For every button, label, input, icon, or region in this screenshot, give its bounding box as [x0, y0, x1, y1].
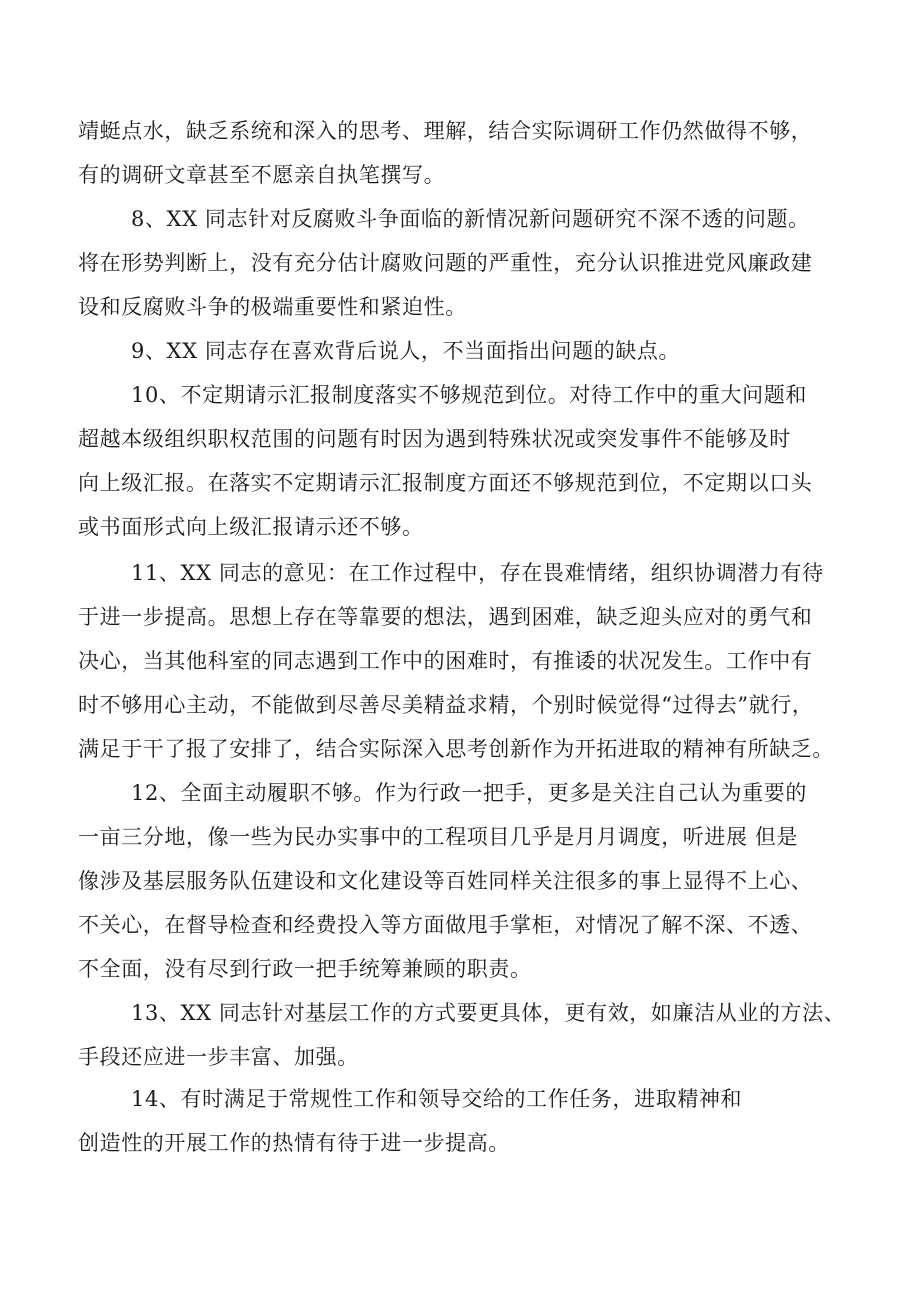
text-line: 设和反腐败斗争的极端重要性和紧迫性。 [78, 295, 467, 319]
text-line: 将在形势判断上，没有充分估计腐败问题的严重性，充分认识推进党风廉政建 [78, 251, 813, 275]
text-line: 于进一步提高。思想上存在等靠要的想法，遇到困难，缺乏迎头应对的勇气和 [78, 605, 813, 629]
text-line: 手段还应进一步丰富、加强。 [78, 1045, 359, 1069]
text-line: 决心，当其他科室的同志遇到工作中的困难时，有推诿的状况发生。工作中有 [78, 649, 813, 673]
paragraph-10-first-line: 10、不定期请示汇报制度落实不够规范到位。对待工作中的重大问题和 [131, 383, 807, 407]
text-line: 向上级汇报。在落实不定期请示汇报制度方面还不够规范到位，不定期以口头 [78, 471, 813, 495]
paragraph-8-first-line: 8、XX 同志针对反腐败斗争面临的新情况新问题研究不深不透的问题。 [131, 207, 810, 231]
text-line: 一亩三分地，像一些为民办实事中的工程项目几乎是月月调度，听进展 但是 [78, 825, 799, 849]
paragraph-11-first-line: 11、XX 同志的意见：在工作过程中，存在畏难情绪，组织协调潜力有待 [131, 561, 824, 585]
text-line: 像涉及基层服务队伍建设和文化建设等百姓同样关注很多的事上显得不上心、 [78, 869, 813, 893]
text-line: 有的调研文章甚至不愿亲自执笔撰写。 [78, 163, 446, 187]
text-line: 超越本级组织职权范围的问题有时因为遇到特殊状况或突发事件不能够及时 [78, 427, 791, 451]
text-line: 创造性的开展工作的热情有待于进一步提高。 [78, 1131, 510, 1155]
text-line: 靖蜓点水，缺乏系统和深入的思考、理解，结合实际调研工作仍然做得不够， [78, 119, 813, 143]
text-line: 不全面，没有尽到行政一把手统筹兼顾的职责。 [78, 957, 532, 981]
text-line: 时不够用心主动，不能做到尽善尽美精益求精，个别时候觉得“过得去”就行， [78, 693, 814, 717]
text-line: 不关心，在督导检查和经费投入等方面做甩手掌柜，对情况了解不深、不透、 [78, 913, 813, 937]
text-line: 满足于干了报了安排了，结合实际深入思考创新作为开拓进取的精神有所缺乏。 [78, 737, 834, 761]
paragraph-14-first-line: 14、有时满足于常规性工作和领导交给的工作任务，进取精神和 [131, 1087, 743, 1111]
text-line: 或书面形式向上级汇报请示还不够。 [78, 515, 424, 539]
paragraph-9-first-line: 9、XX 同志存在喜欢背后说人，不当面指出问题的缺点。 [131, 339, 681, 363]
paragraph-13-first-line: 13、XX 同志针对基层工作的方式要更具体，更有效，如廉洁从业的方法、 [131, 1001, 846, 1025]
paragraph-12-first-line: 12、全面主动履职不够。作为行政一把手，更多是关注自己认为重要的 [131, 781, 807, 805]
